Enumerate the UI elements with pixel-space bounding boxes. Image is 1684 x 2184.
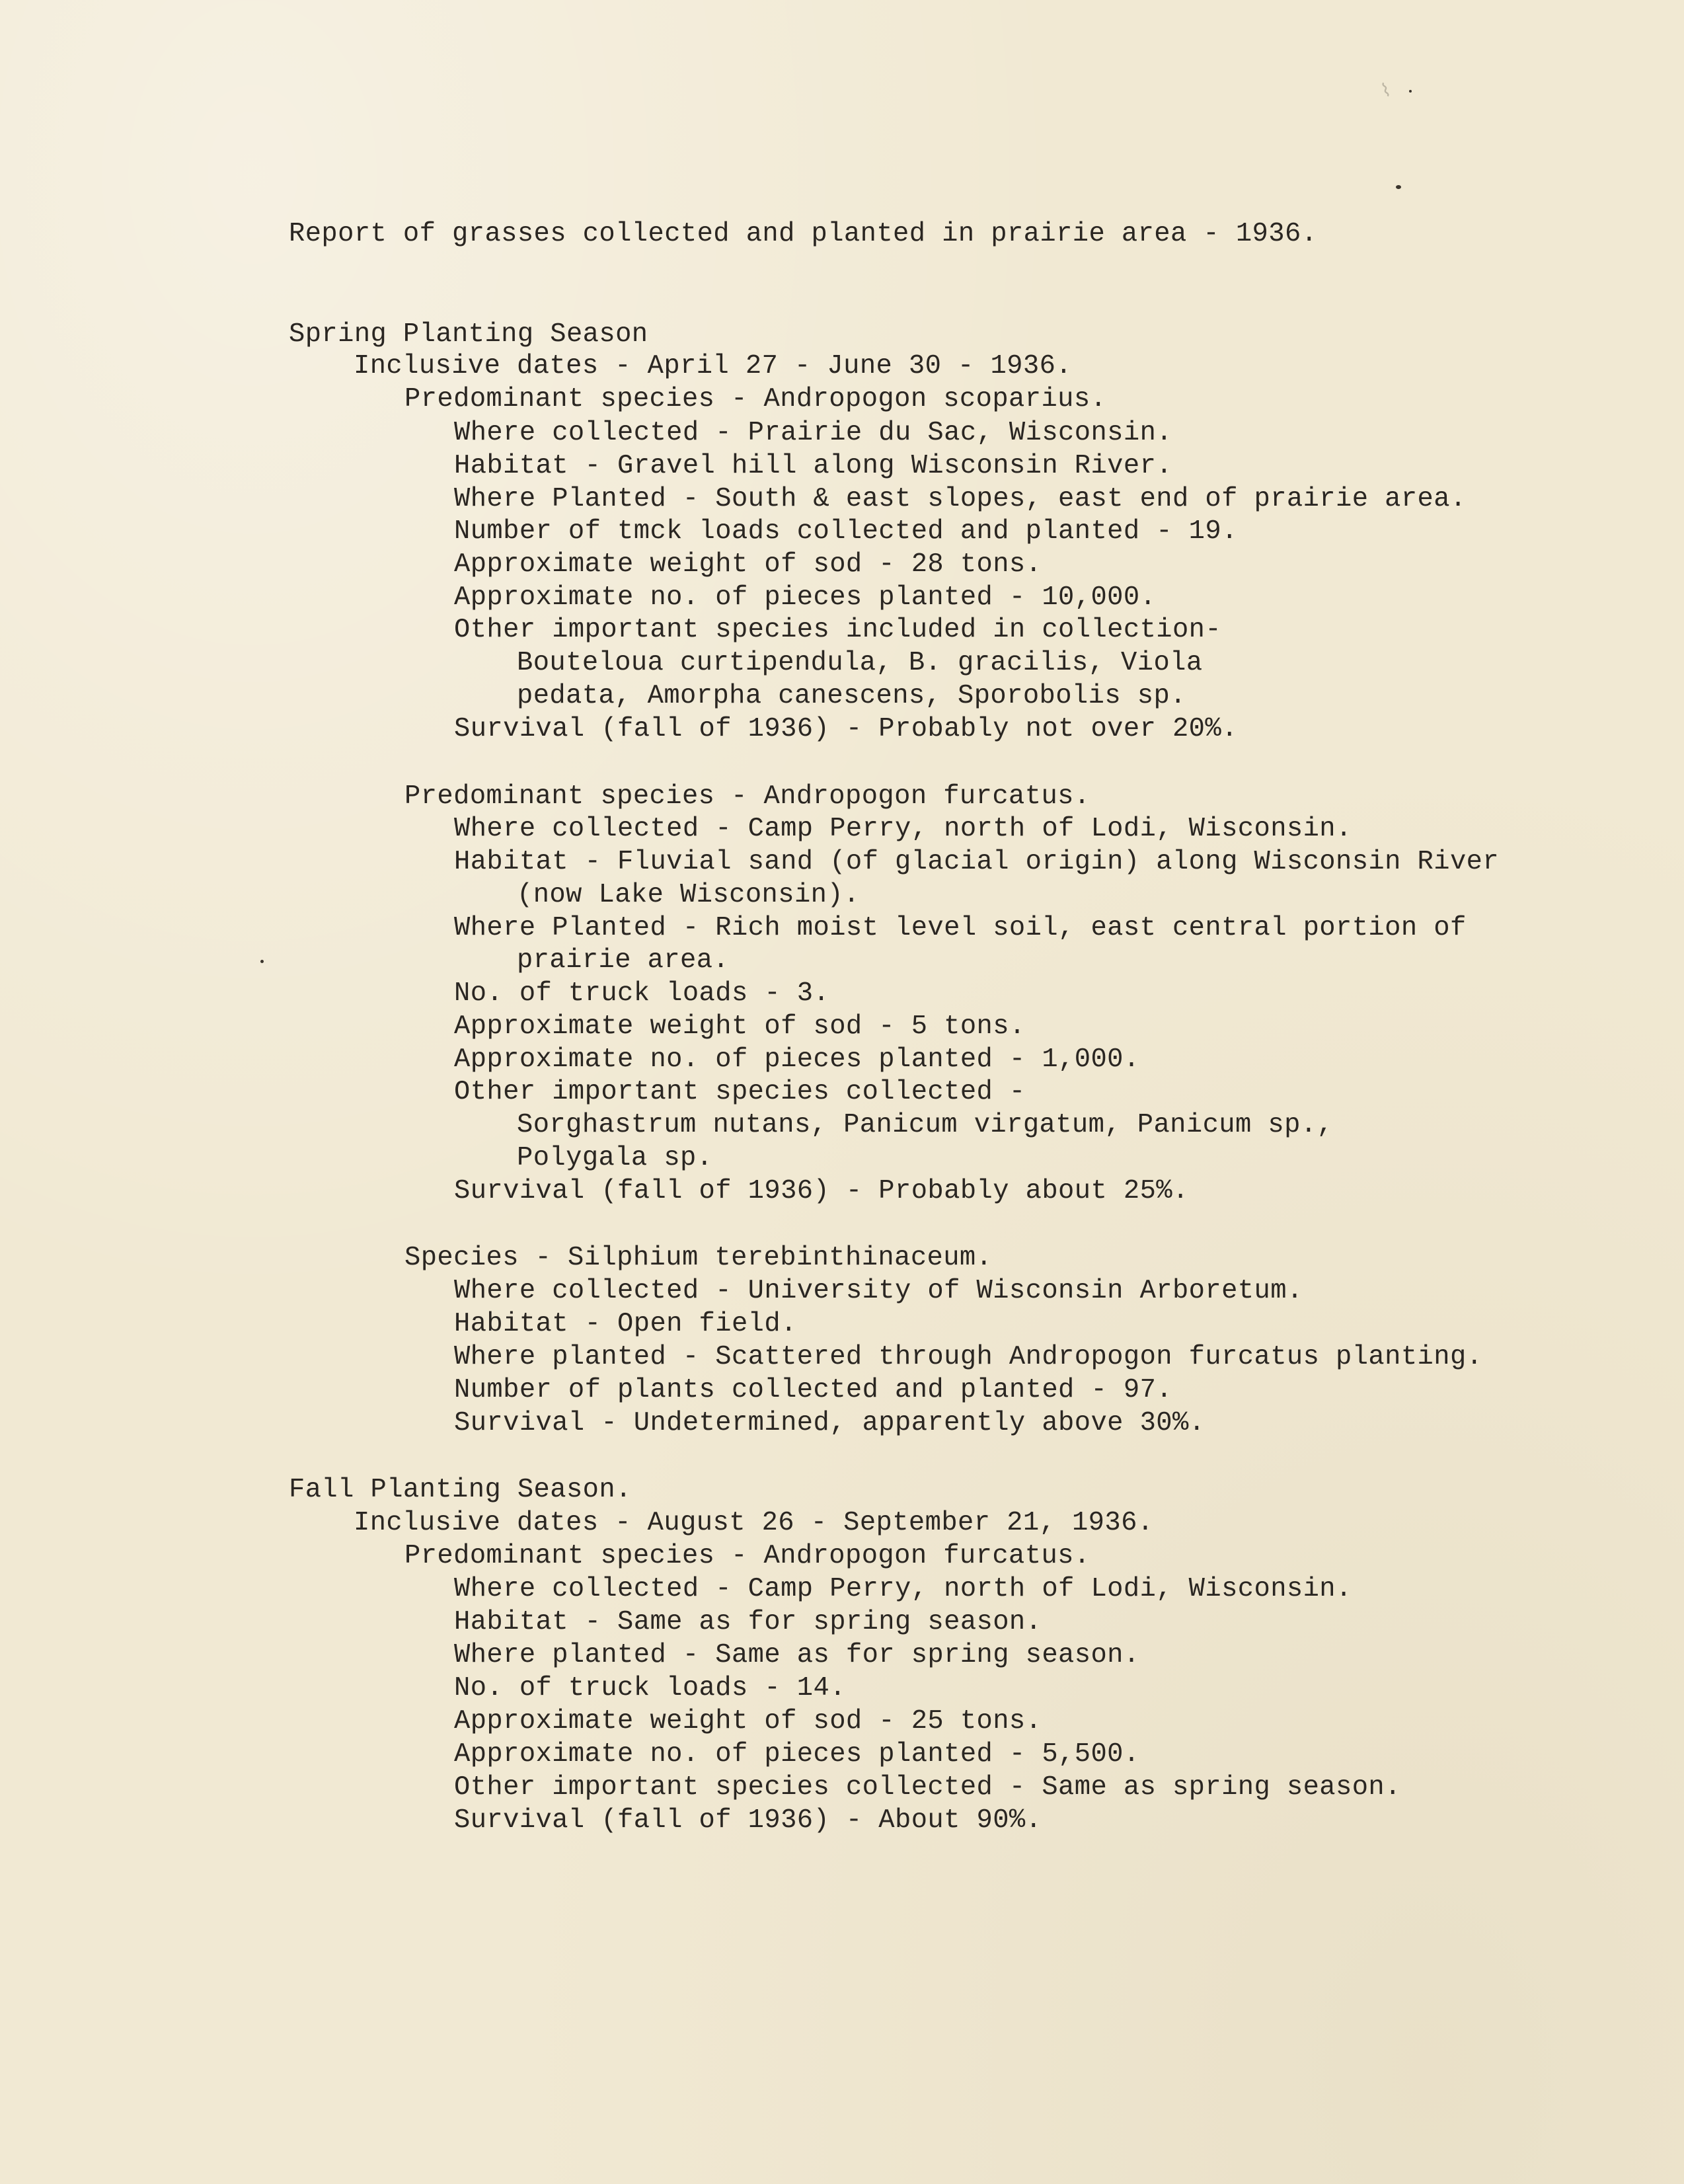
spring-scoparius-truck-loads: Number of tmck loads collected and planted - 19. bbox=[454, 516, 1238, 547]
spring-furcatus-truck-loads: No. of truck loads - 3. bbox=[454, 978, 830, 1009]
spring-scoparius-other-3: pedata, Amorpha canescens, Sporobolis sp. bbox=[517, 681, 1186, 711]
spring-furcatus-habitat-2: (now Lake Wisconsin). bbox=[517, 880, 860, 910]
fall-furcatus-pieces: Approximate no. of pieces planted - 5,500. bbox=[454, 1739, 1140, 1770]
spring-furcatus-weight: Approximate weight of sod - 5 tons. bbox=[454, 1011, 1026, 1042]
spring-heading: Spring Planting Season bbox=[289, 319, 648, 350]
spring-scoparius-weight: Approximate weight of sod - 28 tons. bbox=[454, 549, 1042, 580]
fall-furcatus-weight: Approximate weight of sod - 25 tons. bbox=[454, 1706, 1042, 1736]
spring-furcatus-where-planted-1: Where Planted - Rich moist level soil, east central portion of bbox=[454, 913, 1467, 943]
fall-furcatus-other: Other important species collected - Same as spring season. bbox=[454, 1772, 1401, 1803]
pencil-mark-decoration: ⌇ bbox=[1378, 78, 1394, 102]
fall-furcatus-where-collected: Where collected - Camp Perry, north of Lodi, Wisconsin. bbox=[454, 1574, 1352, 1604]
spring-furcatus-other-2: Sorghastrum nutans, Panicum virgatum, Panicum sp., bbox=[517, 1110, 1334, 1140]
spring-furcatus-pieces: Approximate no. of pieces planted - 1,000. bbox=[454, 1044, 1140, 1075]
spring-scoparius-other-1: Other important species included in collection- bbox=[454, 615, 1222, 645]
spring-furcatus-species: Predominant species - Andropogon furcatus. bbox=[404, 781, 1091, 812]
spring-furcatus-survival: Survival (fall of 1936) - Probably about 25%. bbox=[454, 1176, 1189, 1206]
fall-furcatus-where-planted: Where planted - Same as for spring season. bbox=[454, 1640, 1140, 1670]
spring-scoparius-habitat: Habitat - Gravel hill along Wisconsin River. bbox=[454, 451, 1172, 481]
spring-silphium-habitat: Habitat - Open field. bbox=[454, 1309, 797, 1339]
spring-scoparius-where-planted: Where Planted - South & east slopes, east end of prairie area. bbox=[454, 484, 1467, 514]
fall-furcatus-survival: Survival (fall of 1936) - About 90%. bbox=[454, 1805, 1042, 1836]
spring-furcatus-other-1: Other important species collected - bbox=[454, 1077, 1026, 1107]
spring-furcatus-other-3: Polygala sp. bbox=[517, 1143, 713, 1173]
spring-scoparius-species: Predominant species - Andropogon scoparius. bbox=[404, 384, 1107, 414]
spring-silphium-survival: Survival - Undetermined, apparently above 30%. bbox=[454, 1408, 1206, 1438]
spring-silphium-number: Number of plants collected and planted - 97. bbox=[454, 1375, 1172, 1405]
fall-heading: Fall Planting Season. bbox=[289, 1475, 632, 1505]
spring-silphium-where-planted: Where planted - Scattered through Andropogon furcatus planting. bbox=[454, 1342, 1483, 1372]
fall-furcatus-species: Predominant species - Andropogon furcatus. bbox=[404, 1541, 1091, 1571]
spring-silphium-species: Species - Silphium terebinthinaceum. bbox=[404, 1243, 993, 1273]
fall-dates: Inclusive dates - August 26 - September 21, 1936. bbox=[354, 1508, 1154, 1538]
spring-furcatus-habitat-1: Habitat - Fluvial sand (of glacial origin) along Wisconsin River bbox=[454, 847, 1500, 877]
spring-furcatus-where-planted-2: prairie area. bbox=[517, 945, 730, 976]
spring-scoparius-pieces: Approximate no. of pieces planted - 10,000. bbox=[454, 582, 1157, 613]
fall-furcatus-truck-loads: No. of truck loads - 14. bbox=[454, 1673, 846, 1703]
report-title: Report of grasses collected and planted in prairie area - 1936. bbox=[289, 219, 1318, 249]
spring-furcatus-where-collected: Where collected - Camp Perry, north of Lodi, Wisconsin. bbox=[454, 814, 1352, 844]
spring-silphium-where-collected: Where collected - University of Wisconsin Arboretum. bbox=[454, 1276, 1303, 1306]
spring-dates: Inclusive dates - April 27 - June 30 - 1936. bbox=[354, 351, 1072, 381]
spring-scoparius-where-collected: Where collected - Prairie du Sac, Wisconsin. bbox=[454, 418, 1172, 448]
spring-scoparius-survival: Survival (fall of 1936) - Probably not over 20%. bbox=[454, 714, 1238, 744]
spring-scoparius-other-2: Bouteloua curtipendula, B. gracilis, Viola bbox=[517, 648, 1203, 678]
fall-furcatus-habitat: Habitat - Same as for spring season. bbox=[454, 1607, 1042, 1637]
